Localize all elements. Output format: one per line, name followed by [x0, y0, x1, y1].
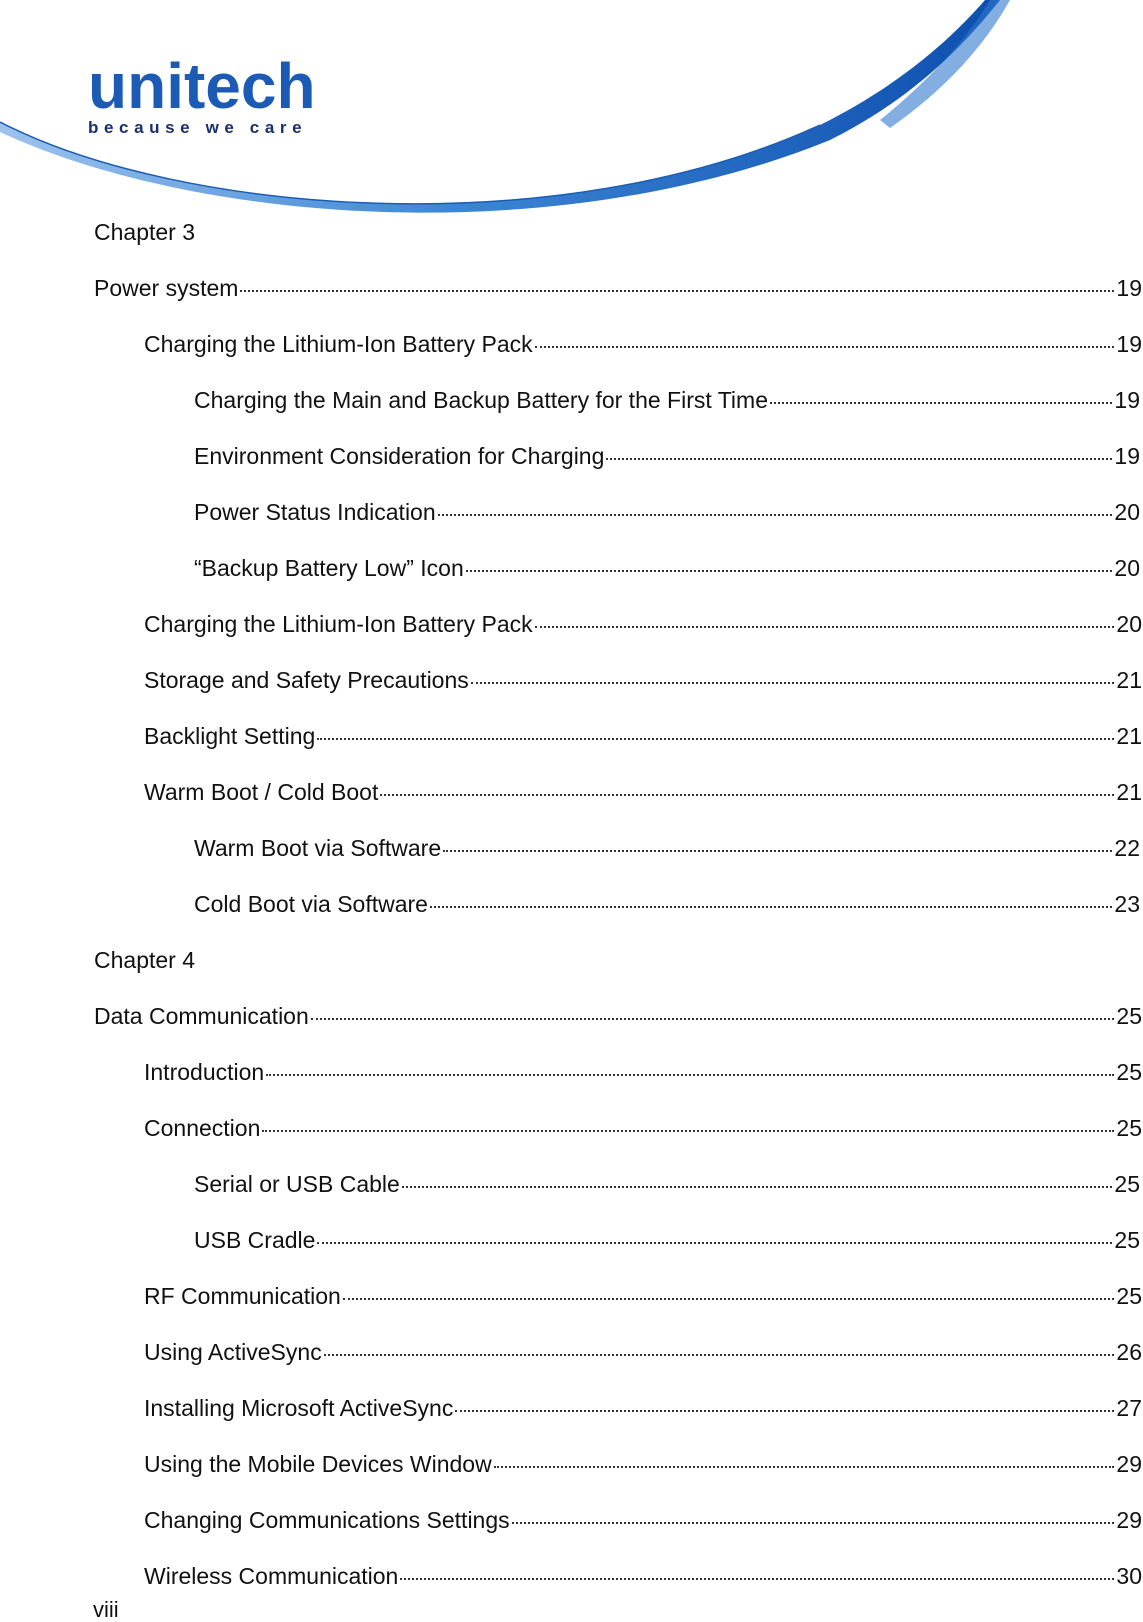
toc-entry-page: 25: [1116, 1003, 1142, 1029]
chapter-heading: Chapter 3: [94, 219, 196, 245]
dot-leader: [317, 738, 1114, 740]
toc-entry[interactable]: [144, 778, 1142, 806]
toc-entry[interactable]: [194, 554, 1140, 582]
dot-leader: [430, 906, 1112, 908]
toc-entry-page: 21: [1116, 667, 1142, 693]
toc-entry[interactable]: [144, 1338, 1142, 1366]
toc-entry-page: 21: [1116, 723, 1142, 749]
toc-entry-page: 26: [1116, 1339, 1142, 1365]
toc-entry-page: 19: [1114, 387, 1140, 413]
toc-entry-title: Using ActiveSync: [144, 1339, 322, 1365]
toc-entry[interactable]: [194, 890, 1140, 918]
toc-entry[interactable]: [144, 722, 1142, 750]
dot-leader: [606, 458, 1112, 460]
toc-entry-page: 19: [1116, 275, 1142, 301]
toc-entry[interactable]: [94, 1002, 1142, 1030]
toc-entry-title: Power Status Indication: [194, 499, 436, 525]
page-header: [0, 0, 1143, 225]
chapter-heading: Chapter 4: [94, 947, 196, 973]
toc-entry-title: Cold Boot via Software: [194, 891, 428, 917]
dot-leader: [443, 850, 1112, 852]
dot-leader: [466, 570, 1113, 572]
toc-entry-title: Wireless Communication: [144, 1563, 399, 1589]
toc-entry-title: Charging the Main and Backup Battery for the First Time: [194, 387, 768, 413]
dot-leader: [438, 514, 1113, 516]
toc-entry-page: 19: [1116, 331, 1142, 357]
logo-tagline: because we care: [88, 118, 308, 137]
toc-entry-title: Introduction: [144, 1059, 265, 1085]
dot-leader: [471, 682, 1115, 684]
dot-leader: [455, 1410, 1114, 1412]
toc-entry-title: Data Communication: [94, 1003, 309, 1029]
toc-entry-page: 25: [1116, 1059, 1142, 1085]
toc-entry[interactable]: [194, 1170, 1140, 1198]
toc-entry-title: Warm Boot via Software: [194, 835, 442, 861]
dot-leader: [343, 1298, 1115, 1300]
toc-entry-title: Storage and Safety Precautions: [144, 667, 469, 693]
toc-entry-page: 30: [1116, 1563, 1142, 1589]
dot-leader: [400, 1578, 1114, 1580]
toc-entry[interactable]: [144, 1282, 1142, 1310]
page-number: viii: [93, 1597, 119, 1622]
toc-entry[interactable]: [144, 610, 1142, 638]
dot-leader: [770, 402, 1112, 404]
toc-entry-page: 25: [1114, 1171, 1140, 1197]
toc-entry-title: USB Cradle: [194, 1227, 316, 1253]
toc-entry[interactable]: [194, 834, 1140, 862]
toc-entry[interactable]: [144, 1562, 1142, 1590]
toc-entry-page: 29: [1116, 1507, 1142, 1533]
dot-leader: [266, 1074, 1114, 1076]
toc-entry-title: Warm Boot / Cold Boot: [144, 779, 379, 805]
dot-leader: [512, 1522, 1115, 1524]
toc-entry-title: Backlight Setting: [144, 723, 316, 749]
toc-entry[interactable]: [144, 1506, 1142, 1534]
toc-entry-page: 20: [1114, 555, 1140, 581]
toc-entry-page: 21: [1116, 779, 1142, 805]
toc-entry-title: Charging the Lithium-Ion Battery Pack: [144, 331, 533, 357]
toc-entry[interactable]: [144, 1058, 1142, 1086]
toc-entry-title: Using the Mobile Devices Window: [144, 1451, 492, 1477]
toc-entry[interactable]: [194, 442, 1140, 470]
toc-entry-title: Connection: [144, 1115, 261, 1141]
toc-entry-page: 25: [1114, 1227, 1140, 1253]
toc-entry-page: 25: [1116, 1283, 1142, 1309]
dot-leader: [240, 290, 1114, 292]
toc-entry-title: Power system: [94, 275, 239, 301]
toc-entry[interactable]: [144, 1394, 1142, 1422]
toc-entry[interactable]: [94, 274, 1142, 302]
dot-leader: [324, 1354, 1115, 1356]
toc-entry-page: 20: [1116, 611, 1142, 637]
dot-leader: [317, 1242, 1112, 1244]
toc-entry-page: 19: [1114, 443, 1140, 469]
toc-entry-title: Environment Consideration for Charging: [194, 443, 605, 469]
dot-leader: [535, 346, 1115, 348]
dot-leader: [380, 794, 1114, 796]
unitech-logo: [88, 50, 316, 138]
toc-entry-page: 23: [1114, 891, 1140, 917]
toc-entry[interactable]: [144, 666, 1142, 694]
dot-leader: [262, 1130, 1114, 1132]
toc-entry-page: 25: [1116, 1115, 1142, 1141]
toc-entry[interactable]: [144, 1114, 1142, 1142]
toc-entry-title: Charging the Lithium-Ion Battery Pack: [144, 611, 533, 637]
toc-entry-title: RF Communication: [144, 1283, 341, 1309]
logo-wordmark: unitech: [88, 50, 316, 122]
toc-entry-title: Installing Microsoft ActiveSync: [144, 1395, 454, 1421]
toc-entry[interactable]: [194, 1226, 1140, 1254]
toc-entry-page: 29: [1116, 1451, 1142, 1477]
dot-leader: [402, 1186, 1113, 1188]
dot-leader: [494, 1466, 1115, 1468]
toc-entry[interactable]: [144, 330, 1142, 358]
toc-entry-title: Changing Communications Settings: [144, 1507, 510, 1533]
toc-entry[interactable]: [194, 498, 1140, 526]
toc-entry[interactable]: [194, 386, 1140, 414]
dot-leader: [311, 1018, 1115, 1020]
toc-entry-page: 22: [1114, 835, 1140, 861]
dot-leader: [535, 626, 1115, 628]
toc-entry-title: “Backup Battery Low” Icon: [194, 555, 464, 581]
toc-entry-title: Serial or USB Cable: [194, 1171, 400, 1197]
toc-entry-page: 27: [1116, 1395, 1142, 1421]
toc-entry[interactable]: [144, 1450, 1142, 1478]
toc-entry-page: 20: [1114, 499, 1140, 525]
